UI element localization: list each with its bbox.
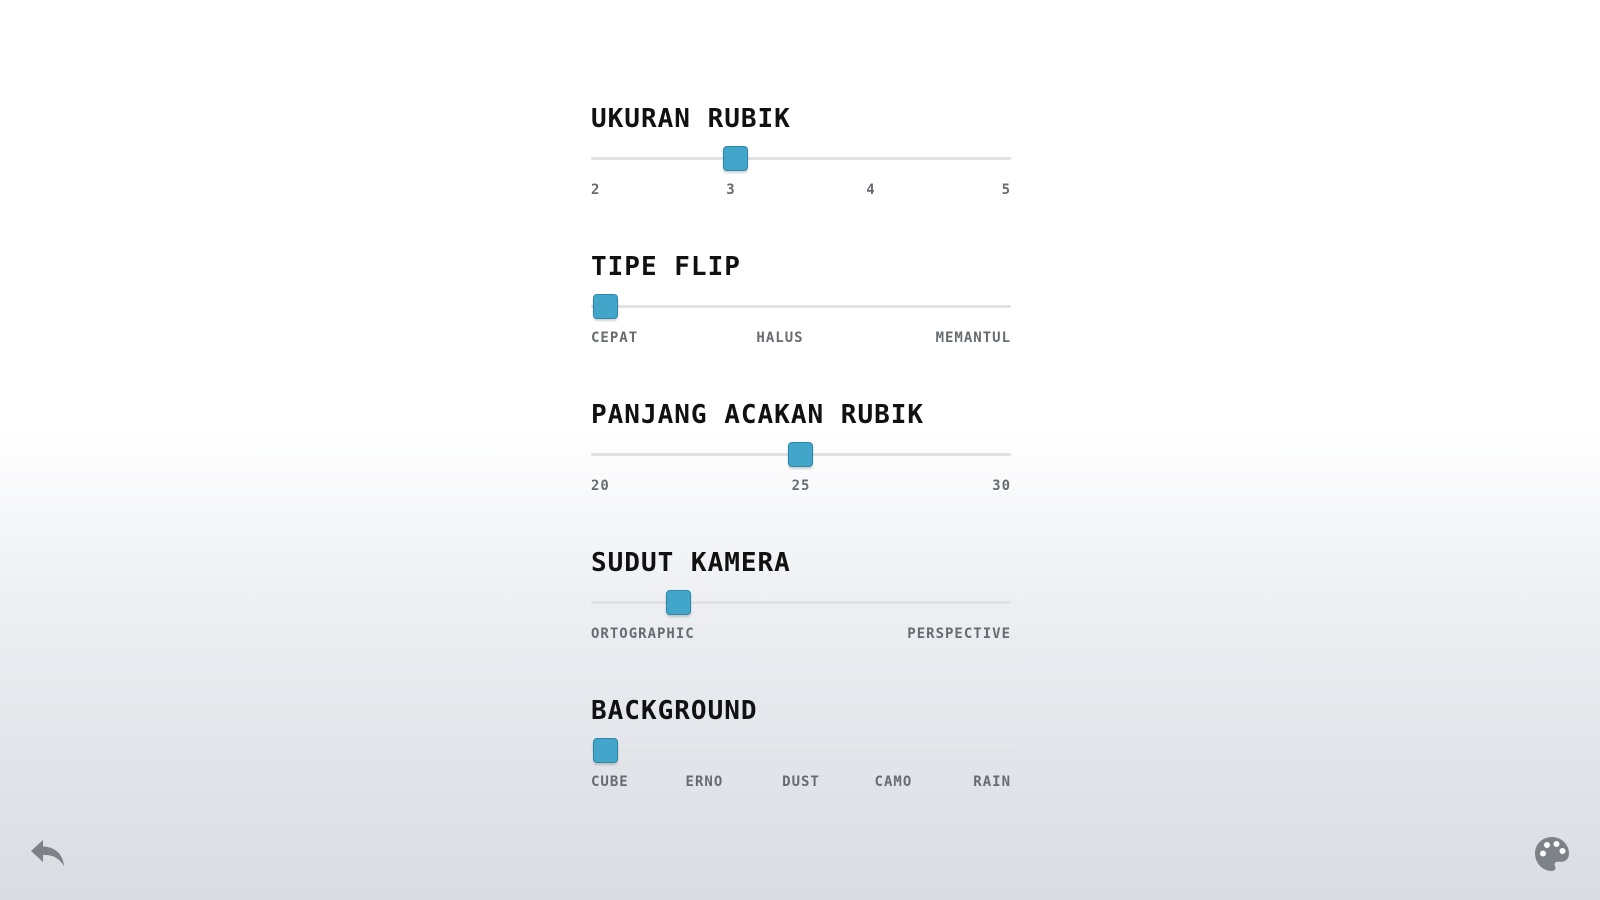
settings-panel [591, 104, 1011, 844]
setting-background [591, 696, 1011, 844]
tick-label: CUBE [591, 774, 629, 790]
tick-label: MEMANTUL [935, 330, 1011, 346]
slider-tick-labels [591, 774, 1011, 792]
tick-label: CEPAT [591, 330, 639, 346]
setting-title: UKURAN RUBIK [591, 104, 791, 134]
background-slider[interactable] [591, 736, 1011, 766]
slider-tick-labels [591, 478, 1011, 496]
tick-label: HALUS [756, 330, 804, 346]
tick-label: RAIN [973, 774, 1011, 790]
setting-title: BACKGROUND [591, 696, 758, 726]
back-arrow-icon [28, 836, 68, 872]
sudut-kamera-slider[interactable] [591, 588, 1011, 618]
slider-track[interactable] [591, 305, 1011, 308]
tick-label: 20 [591, 478, 610, 494]
tick-label: DUST [782, 774, 820, 790]
ukuran-rubik-slider[interactable] [591, 144, 1011, 174]
setting-title: SUDUT KAMERA [591, 548, 791, 578]
slider-thumb[interactable] [593, 738, 618, 763]
tick-label: 5 [1001, 182, 1011, 198]
tick-label: 4 [866, 182, 876, 198]
tick-label: CAMO [874, 774, 913, 790]
tick-label: ORTOGRAPHIC [591, 626, 695, 642]
panjang-acakan-slider[interactable] [591, 440, 1011, 470]
palette-icon [1532, 834, 1572, 874]
setting-panjang-acakan-rubik [591, 400, 1011, 548]
tipe-flip-slider[interactable] [591, 292, 1011, 322]
slider-thumb[interactable] [593, 294, 618, 319]
slider-track[interactable] [591, 749, 1011, 752]
setting-title: TIPE FLIP [591, 252, 741, 282]
tick-label: PERSPECTIVE [907, 626, 1011, 642]
slider-tick-labels [591, 626, 1011, 644]
slider-tick-labels [591, 330, 1011, 348]
setting-tipe-flip [591, 252, 1011, 400]
tick-label: 3 [726, 182, 736, 198]
slider-thumb[interactable] [723, 146, 748, 171]
tick-label: 2 [591, 182, 601, 198]
tick-label: 30 [992, 478, 1011, 494]
setting-ukuran-rubik [591, 104, 1011, 252]
theme-button[interactable] [1530, 832, 1574, 876]
slider-thumb[interactable] [666, 590, 691, 615]
tick-label: ERNO [685, 774, 724, 790]
slider-tick-labels [591, 182, 1011, 200]
tick-label: 25 [791, 478, 811, 494]
setting-sudut-kamera [591, 548, 1011, 696]
slider-track[interactable] [591, 157, 1011, 160]
back-button[interactable] [26, 832, 70, 876]
setting-title: PANJANG ACAKAN RUBIK [591, 400, 925, 430]
slider-thumb[interactable] [788, 442, 813, 467]
slider-track[interactable] [591, 601, 1011, 604]
